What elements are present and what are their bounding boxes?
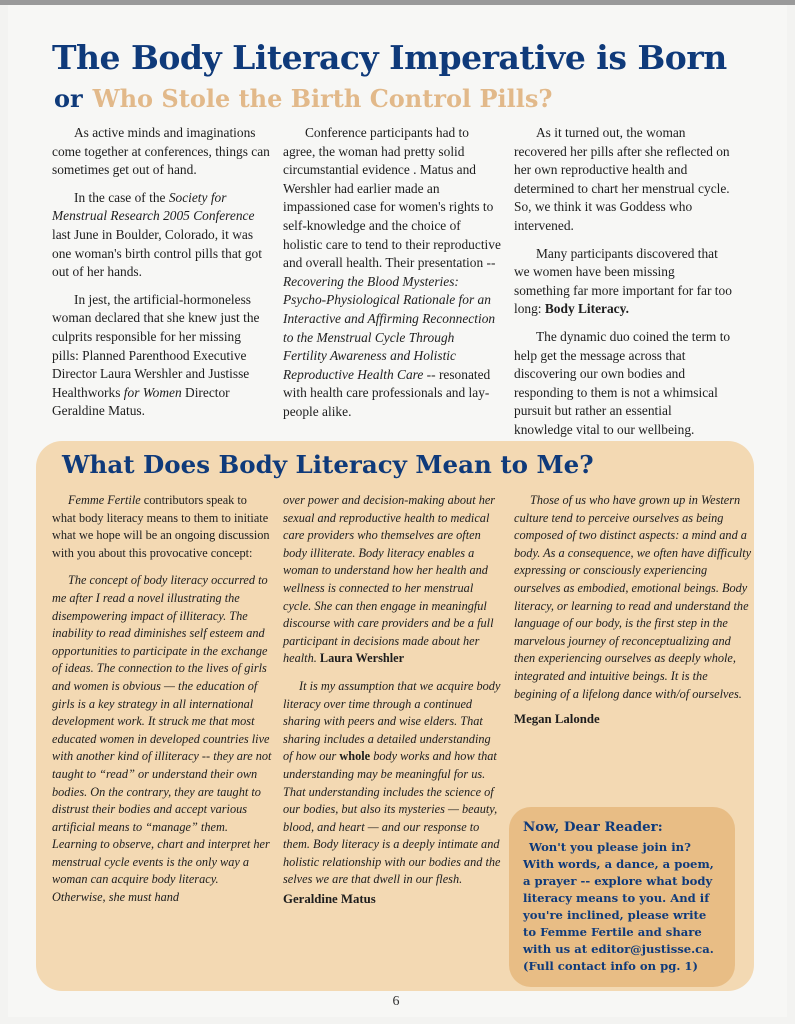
page-title: The Body Literacy Imperative is Born (52, 38, 727, 77)
text: In the case of the (74, 189, 169, 205)
reader-heading: Now, Dear Reader: (523, 819, 663, 835)
intro-paragraph (52, 492, 272, 562)
signature-laura: Laura Wershler (319, 651, 405, 666)
paragraph (52, 189, 270, 282)
signature-megan: Megan Lalonde (514, 712, 600, 727)
magazine-name: Femme Fertile (68, 493, 141, 507)
subtitle-text: Who Stole the Birth Control Pills? (92, 84, 553, 113)
paragraph: As it turned out, the woman recovered her pills after she reflected on her own reproductive health and determined to chart her menstrual cycle. So, we think it was Goddess who intervened. (514, 125, 730, 233)
article-column-1 (52, 124, 270, 430)
text: Conference participants had to agree, the woman had pretty solid circumstantial evidence . Matus and Wershler had earlier made an impassioned case for women's rights to self-knowledge and the choice of holistic care to tend to their reproductive and overall health. Their presentation -- (283, 125, 501, 271)
body-literacy-emphasis: Body Literacy. (544, 301, 629, 317)
panel-column-1 (52, 492, 272, 917)
paragraph (514, 245, 732, 319)
laura-quote-part-2 (283, 492, 503, 668)
paragraph (52, 291, 270, 421)
text: Many participants discovered that we women have been missing something far more important for far too long: (514, 245, 732, 317)
text: body works and how that understanding may be meaningful for us. That understanding includes the science of our bodies, but also its mysteries — beauty, blood, and heart — and our response to them. Body literacy is a deeply intimate and holistic relationship with our bodies and the selves we are that dwell in our flesh. (283, 749, 501, 887)
signature-geraldine: Geraldine Matus (283, 892, 376, 907)
article-column-2 (283, 124, 501, 431)
text: last June in Boulder, Colorado, it was one woman's birth control pills that got out of her hands. (52, 226, 262, 280)
text: over power and decision-making about her sexual and reproductive health to medical care providers who themselves are often body illiterate. Body literacy enables a woman to understand how her health and wellness is connected to her menstrual cycle. She can then engage in meaningful discourse with care providers and be a full participant in decisions made about her health. (283, 493, 496, 666)
conference-name: Society for Menstrual Research 2005 Conference (52, 189, 255, 224)
paragraph: As active minds and imaginations come together at conferences, things can sometimes get out of hand. (52, 125, 270, 178)
text: In jest, the artificial-hormoneless woman declared that she knew just the culprits responsible for her missing pills: Planned Parenthood Executive Director Laura Wershler and Justisse Healthworks (52, 291, 260, 400)
page-number: 6 (392, 994, 400, 1009)
reader-body: Won't you please join in? With words, a dance, a poem, a prayer -- explore what body literacy means to you. And if you're inclined, please write to Femme Fertile and share with us at editor@justisse.ca. (Full contact info on pg. 1) (523, 840, 714, 973)
paragraph (283, 124, 501, 422)
megan-quote: Those of us who have grown up in Western culture tend to perceive ourselves as being composed of two distinct aspects: a mind and a body. As a consequence, we often have difficulty expressing or consciously experiencing ourselves as embodied, emotional beings. Body literacy, or learning to read and understand the language of our body, is the first step in the marvelous journey of reconceptualizing and then experiencing ourselves as deeply whole, integrated and intuitive beings. It is the begining of a lifelong dance with/of ourselves. (514, 493, 752, 701)
page-subtitle (54, 84, 754, 113)
laura-quote-part-1: The concept of body literacy occurred to me after I read a novel illustrating the disempowering impact of illiteracy. The inability to read diminishes self esteem and opportunities to participate in the exchange of ideas. The connection to the lives of girls and women is obvious — the education of girls is a key strategy in all international development work. It struck me that most educated women in developed countries live with another kind of illiteracy -- they are not taught to “read” or understand their own bodies. On the contrary, they are taught to distrust their bodies and accept various artificial means to “manage” them. Learning to observe, chart and interpret her menstrual cycle events is the only way a woman can acquire body literacy. Otherwise, she must hand (52, 573, 272, 905)
text: It is my assumption that we acquire body literacy over time through a continued sharing with peers and wise elders. That sharing includes a detailed understanding of how our (283, 678, 501, 764)
text: -- resonated with health care professionals and lay-people alike. (283, 366, 491, 419)
text: Director Geraldine Matus. (52, 384, 230, 419)
text-bold: whole (339, 749, 371, 764)
panel-title: What Does Body Literacy Mean to Me? (62, 450, 594, 479)
panel-column-2 (283, 492, 503, 909)
text-italic: for Women (123, 384, 182, 400)
geraldine-quote (283, 678, 503, 889)
panel-column-3 (514, 492, 752, 729)
text: contributors speak to what body literacy means to them to initiate what we hope will be an ongoing discussion with you about this provocative concept: (52, 493, 270, 560)
subtitle-or: or (54, 84, 83, 113)
dear-reader-box (509, 807, 735, 987)
presentation-title: Recovering the Blood Mysteries: Psycho-Physiological Rationale for an Interactive and Affirming Reconnection to the Menstrual Cycle Through Fertility Awareness and Holistic Reproductive Health Care (283, 273, 496, 382)
paragraph: The dynamic duo coined the term to help get the message across that discovering our own bodies and responding to them is not a whimsical pursuit but rather an essential knowledge vital to our wellbeing. (514, 328, 731, 437)
article-column-3 (514, 124, 732, 449)
